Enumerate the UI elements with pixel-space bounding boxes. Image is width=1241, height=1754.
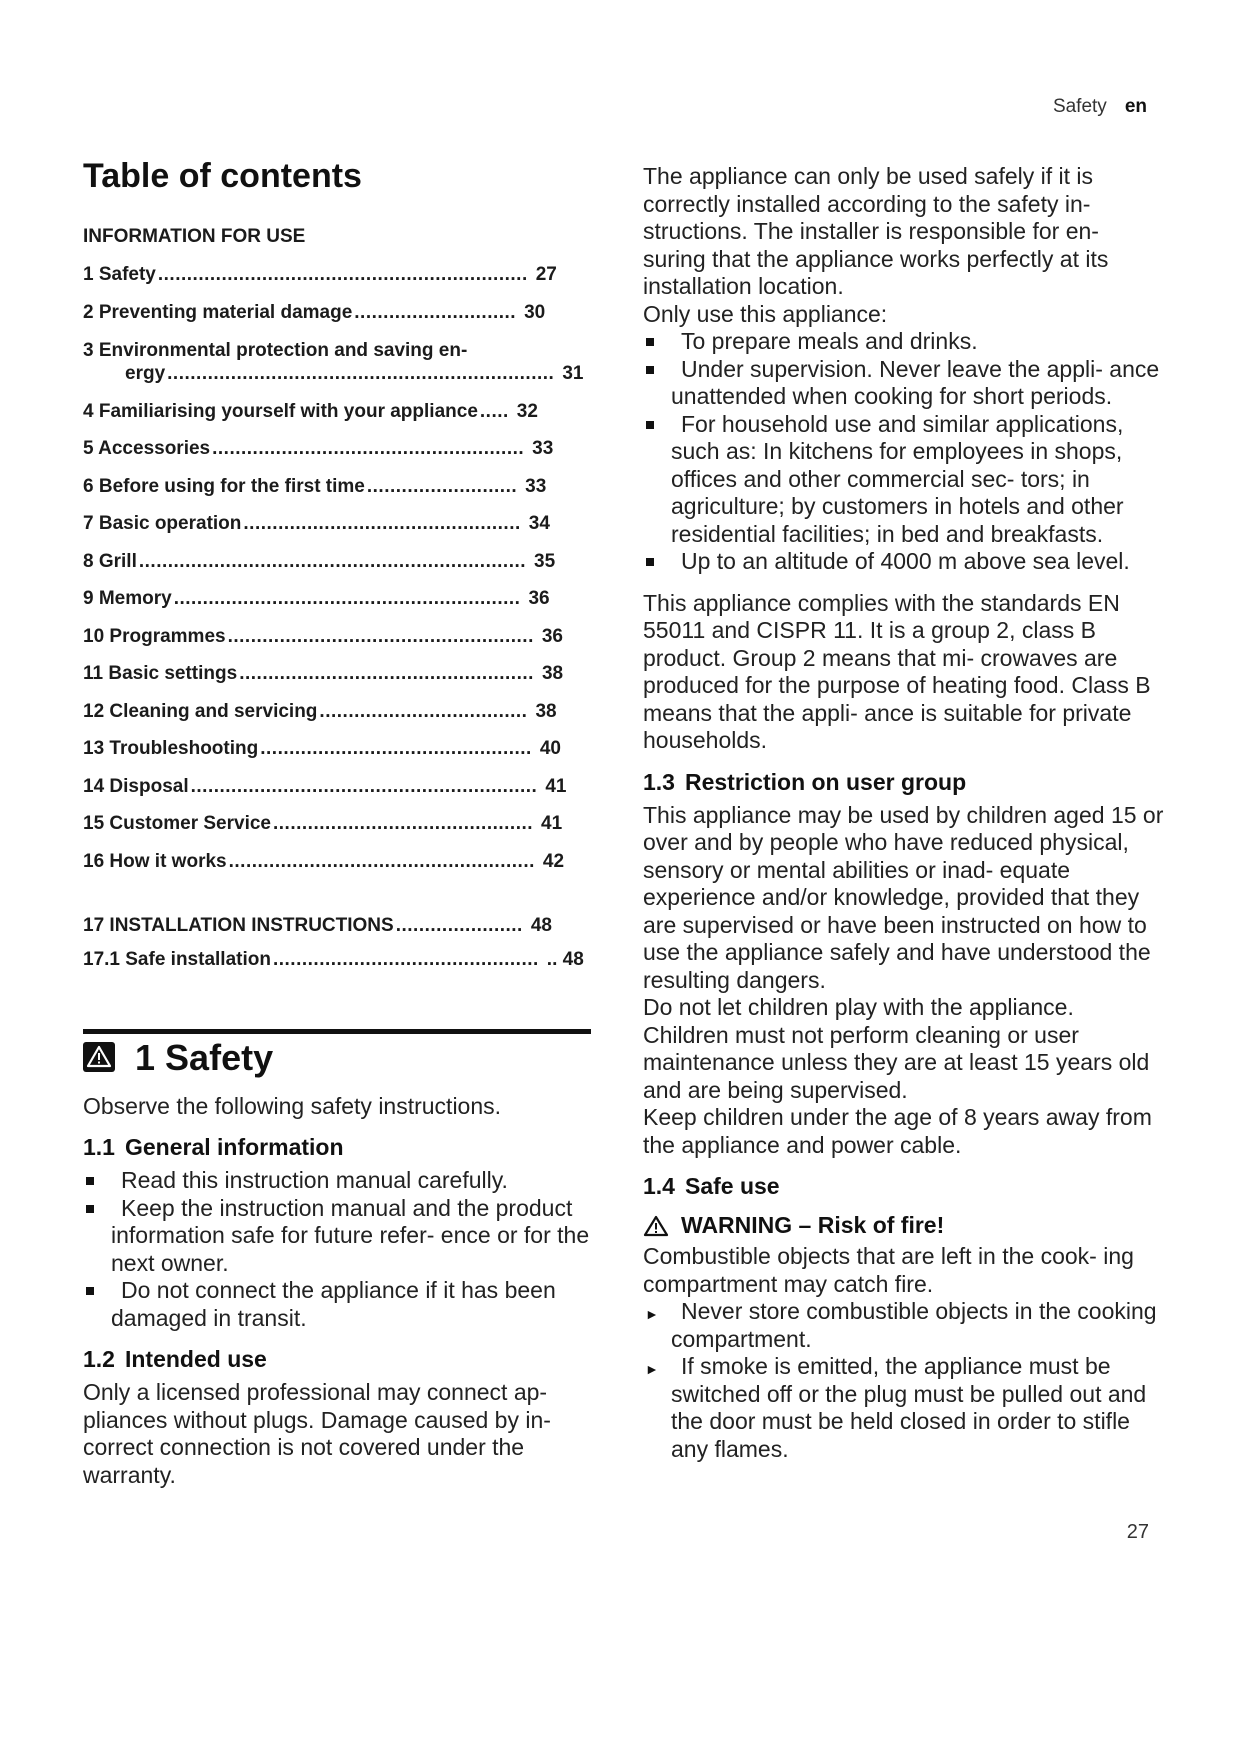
toc-entry[interactable]: 17 INSTALLATION INSTRUCTIONS ...................... 48	[83, 914, 552, 936]
toc-entry[interactable]: 17.1 Safe installation .............................................. .. 48	[83, 948, 584, 970]
toc-entry[interactable]: 4 Familiarising yourself with your appliance ..... 32	[83, 400, 538, 422]
toc-page: 32	[516, 400, 538, 422]
toc-page: 38	[541, 663, 564, 684]
warning-triangle-icon	[643, 1215, 669, 1237]
warning-heading: WARNING – Risk of fire!	[643, 1212, 1165, 1239]
toc-entry[interactable]: 9 Memory ............................................................ 36	[83, 588, 550, 609]
toc-page: 33	[532, 438, 554, 459]
toc-page: 38	[535, 700, 557, 722]
toc-page: 48	[530, 914, 552, 936]
paragraph: Combustible objects that are left in the cook- ing compartment may catch fire.	[643, 1243, 1134, 1297]
toc-page: 36	[528, 588, 550, 609]
toc-page: 30	[524, 301, 546, 323]
section-title: 1 Safety	[135, 1036, 274, 1078]
running-header	[1053, 96, 1147, 118]
toc-entry[interactable]: 11 Basic settings ................................................... 38	[83, 663, 564, 684]
toc-page: 33	[525, 475, 547, 497]
toc-entry[interactable]: 12 Cleaning and servicing .................................... 38	[83, 700, 557, 722]
toc-page: 40	[539, 738, 561, 759]
list-item: ► Never store combustible objects in the cooking compartment.	[645, 1298, 1157, 1352]
list-item: Up to an altitude of 4000 m above sea level.	[643, 548, 1165, 576]
paragraph: This appliance may be used by children aged 15 or over and by people who have reduced physical, sensory or mental abilities or inad- equate experience and/or knowledge, provided that they are supervised or have been instructed on how to use the appliance safely and have understood the resulting dangers.	[643, 801, 1164, 993]
toc-page: 41	[541, 813, 563, 834]
list-item: ► If smoke is emitted, the appliance must be switched off or the plug must be pulled out and the door must be held closed in order to stifle any flames.	[645, 1353, 1147, 1462]
toc-entry[interactable]: 2 Preventing material damage ............................ 30	[83, 301, 546, 323]
toc-entry[interactable]: 16 How it works ..................................................... 42	[83, 850, 565, 872]
toc-entry[interactable]: 7 Basic operation ................................................ 34	[83, 513, 550, 534]
heading-restriction-on-user-group: 1.3 Restriction on user group	[643, 768, 967, 795]
toc-entry[interactable]: 1 Safety ................................................................ 27	[83, 264, 557, 285]
toc-page: 42	[542, 850, 565, 872]
toc-title: Table of contents	[83, 157, 362, 195]
safety-intro: Observe the following safety instructions.	[83, 1092, 502, 1119]
toc-entry[interactable]: 13 Troubleshooting ............................................... 40	[83, 738, 561, 759]
header-language: en	[1124, 96, 1147, 117]
toc-list	[83, 264, 591, 971]
safe-use-bullets	[643, 1298, 1165, 1463]
intended-use-bullets	[643, 328, 1165, 576]
warning-triangle-icon	[83, 1042, 115, 1072]
toc-page: 41	[545, 775, 567, 797]
section-heading-safety	[83, 1029, 591, 1079]
general-bullets	[83, 1167, 591, 1332]
toc-entry[interactable]: 15 Customer Service ............................................. 41	[83, 813, 563, 834]
list-item: Read this instruction manual carefully.	[83, 1167, 591, 1195]
arrow-bullet-icon: ►	[645, 1361, 659, 1377]
toc-page: 35	[534, 550, 556, 572]
toc-entry[interactable]: 6 Before using for the first time .......................... 33	[83, 475, 547, 497]
list-item: To prepare meals and drinks.	[643, 328, 1165, 356]
toc-page: 36	[541, 625, 563, 647]
paragraph: Only a licensed professional may connect ap- pliances without plugs. Damage caused by in- correct connection is not covered under the warranty.	[83, 1379, 551, 1488]
toc-page: 34	[528, 513, 550, 534]
paragraph: Children must not perform cleaning or user maintenance unless they are at least 15 years old and are being supervised.	[643, 1021, 1150, 1103]
heading-intended-use: 1.2 Intended use	[83, 1346, 267, 1372]
toc-page: .. 48	[546, 948, 584, 970]
paragraph: Only use this appliance:	[643, 300, 888, 327]
list-item: Do not connect the appliance if it has been damaged in transit.	[83, 1277, 591, 1332]
toc-page: 31	[562, 363, 584, 384]
heading-general-information: 1.1 General information	[83, 1134, 344, 1160]
paragraph: The appliance can only be used safely if it is correctly installed according to the safety in- structions. The installer is responsible for en- suring that the appliance works perfectly at its installation location.	[643, 163, 1109, 299]
paragraph: This appliance complies with the standards EN 55011 and CISPR 11. It is a group 2, class B product. Group 2 means that mi- crowaves are produced for the purpose of heating food. Class B means that the appli- ance is suitable for private households.	[643, 589, 1151, 753]
arrow-bullet-icon: ►	[645, 1306, 659, 1322]
toc-page: 27	[535, 264, 557, 285]
paragraph: Keep children under the age of 8 years away from the appliance and power cable.	[643, 1104, 1152, 1158]
page-number: 27	[1126, 1521, 1149, 1543]
header-section: Safety	[1052, 96, 1107, 117]
toc-entry[interactable]: 8 Grill ................................................................... 35	[83, 550, 556, 572]
list-item: For household use and similar applications, such as: In kitchens for employees in shops, offices and other commercial sec- tors; in agriculture; by customers in hotels and other residential facilities; in bed and breakfasts.	[643, 411, 1165, 549]
toc-subhead: INFORMATION FOR USE	[83, 226, 306, 247]
right-column	[643, 163, 1165, 1463]
list-item: Under supervision. Never leave the appli- ance unattended when cooking for short periods.	[643, 356, 1165, 411]
heading-safe-use: 1.4 Safe use	[643, 1173, 780, 1199]
toc-entry[interactable]: 3 Environmental protection and saving en- ergy ................................................................... 31	[83, 340, 584, 384]
toc-entry[interactable]: 5 Accessories ...................................................... 33	[83, 438, 554, 459]
toc-entry[interactable]: 10 Programmes ..................................................... 36	[83, 625, 563, 647]
left-column	[83, 150, 591, 1489]
paragraph: Do not let children play with the appliance.	[643, 994, 1074, 1020]
list-item: Keep the instruction manual and the product information safe for future refer- ence or for the next owner.	[83, 1195, 591, 1278]
toc-entry[interactable]: 14 Disposal ............................................................ 41	[83, 775, 567, 797]
